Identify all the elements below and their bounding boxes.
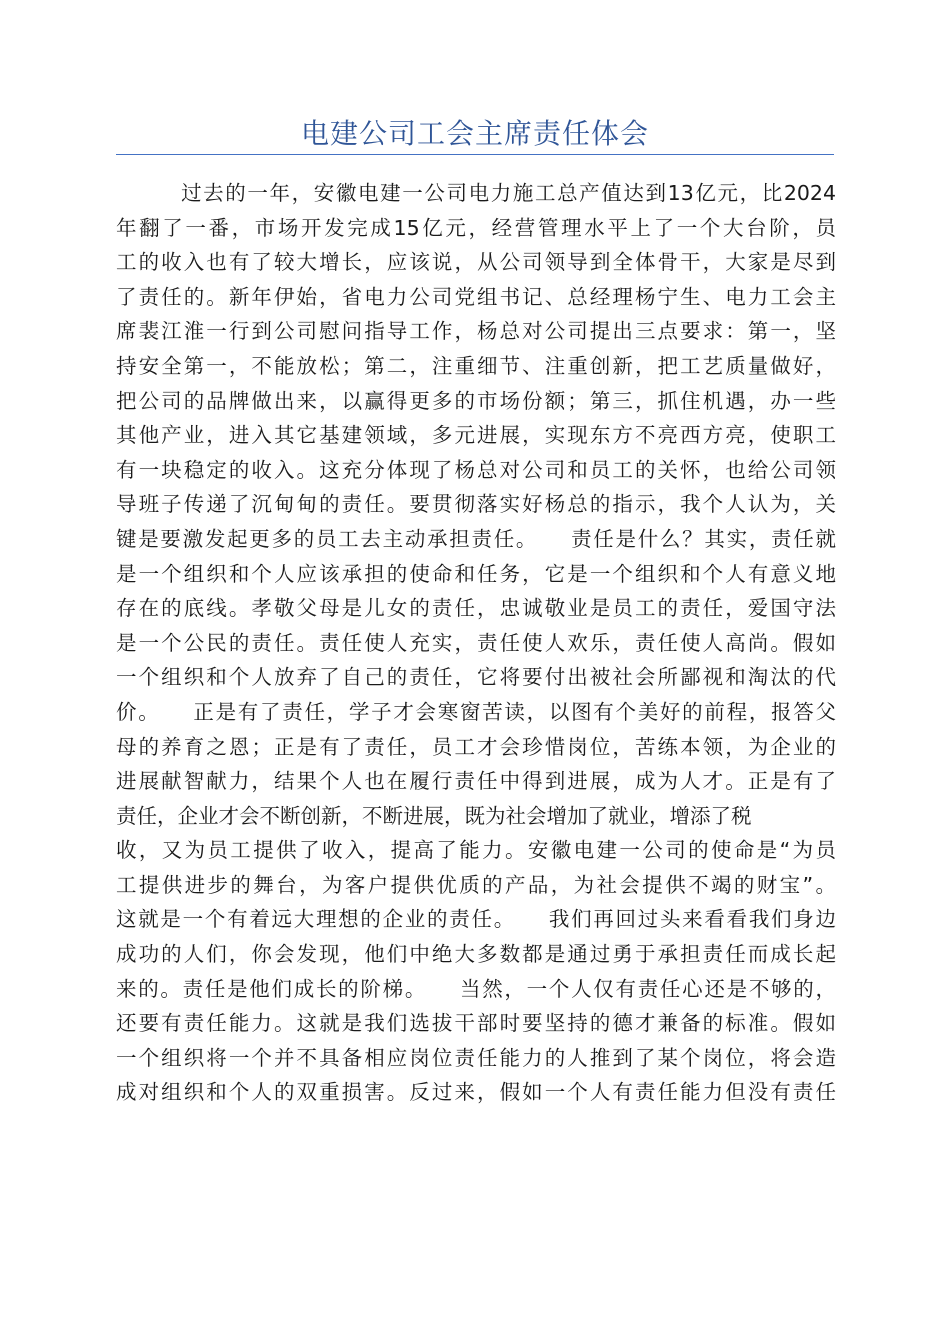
document-body: [116, 176, 836, 1110]
body-line: 导班子传递了沉甸甸的责任。要贯彻落实好杨总的指示，我个人认为，关: [116, 492, 836, 517]
body-line: 一个组织将一个并不具备相应岗位责任能力的人推到了某个岗位，将会造: [116, 1045, 836, 1070]
body-line: 其他产业，进入其它基建领域，多元进展，实现东方不亮西方亮，使职工: [116, 423, 836, 448]
body-line: 来的。责任是他们成长的阶梯。 当然，一个人仅有责任心还是不够的，: [116, 976, 836, 1001]
body-line: 键是要激发起更多的员工去主动承担责任。 责任是什么？其实，责任就: [116, 526, 836, 551]
body-line: 母的养育之恩；正是有了责任，员工才会珍惜岗位，苦练本领，为企业的: [116, 734, 836, 759]
body-line: 是一个公民的责任。责任使人充实，责任使人欢乐，责任使人高尚。假如: [116, 630, 836, 655]
body-line: 还要有责任能力。这就是我们选拔干部时要坚持的德才兼备的标准。假如: [116, 1011, 836, 1036]
body-line: 是一个组织和个人应该承担的使命和任务，它是一个组织和个人有意义地: [116, 561, 836, 586]
body-line: 工的收入也有了较大增长，应该说，从公司领导到全体骨干，大家是尽到: [116, 250, 836, 275]
body-line: 过去的一年，安徽电建一公司电力施工总产值达到13亿元，比2024: [116, 181, 836, 205]
document-title: 电建公司工会主席责任体会: [300, 117, 649, 150]
body-line: 工提供进步的舞台，为客户提供优质的产品，为社会提供不竭的财宝”。: [116, 872, 836, 897]
body-line: 席裴江淮一行到公司慰问指导工作，杨总对公司提出三点要求：第一，坚: [116, 319, 836, 344]
body-line: 有一块稳定的收入。这充分体现了杨总对公司和员工的关怀，也给公司领: [116, 457, 836, 482]
body-line: 进展献智献力，结果个人也在履行责任中得到进展，成为人才。正是有了: [116, 769, 836, 794]
body-line: 了责任的。新年伊始，省电力公司党组书记、总经理杨宁生、电力工会主: [116, 284, 836, 309]
body-line: 存在的底线。孝敬父母是儿女的责任，忠诚敬业是员工的责任，爱国守法: [116, 596, 836, 621]
body-line: 责任，企业才会不断创新，不断进展，既为社会增加了就业，增添了税: [116, 803, 752, 828]
body-line: 成对组织和个人的双重损害。反过来，假如一个人有责任能力但没有责任: [116, 1080, 836, 1105]
body-line: 价。 正是有了责任，学子才会寒窗苦读，以图有个美好的前程，报答父: [116, 699, 836, 724]
title-underline: [116, 154, 834, 155]
body-line: 把公司的品牌做出来，以赢得更多的市场份额；第三，抓住机遇，办一些: [116, 388, 836, 413]
body-line: 年翻了一番，市场开发完成15亿元，经营管理水平上了一个大台阶，员: [116, 215, 836, 240]
body-line: 持安全第一，不能放松；第二，注重细节、注重创新，把工艺质量做好，: [116, 353, 836, 378]
body-line: 成功的人们，你会发现，他们中绝大多数都是通过勇于承担责任而成长起: [116, 942, 836, 967]
body-line: 收，又为员工提供了收入，提高了能力。安徽电建一公司的使命是“为员: [116, 838, 836, 863]
body-line: 一个组织和个人放弃了自己的责任，它将要付出被社会所鄙视和淘汰的代: [116, 665, 836, 690]
body-line: 这就是一个有着远大理想的企业的责任。 我们再回过头来看看我们身边: [116, 907, 836, 932]
